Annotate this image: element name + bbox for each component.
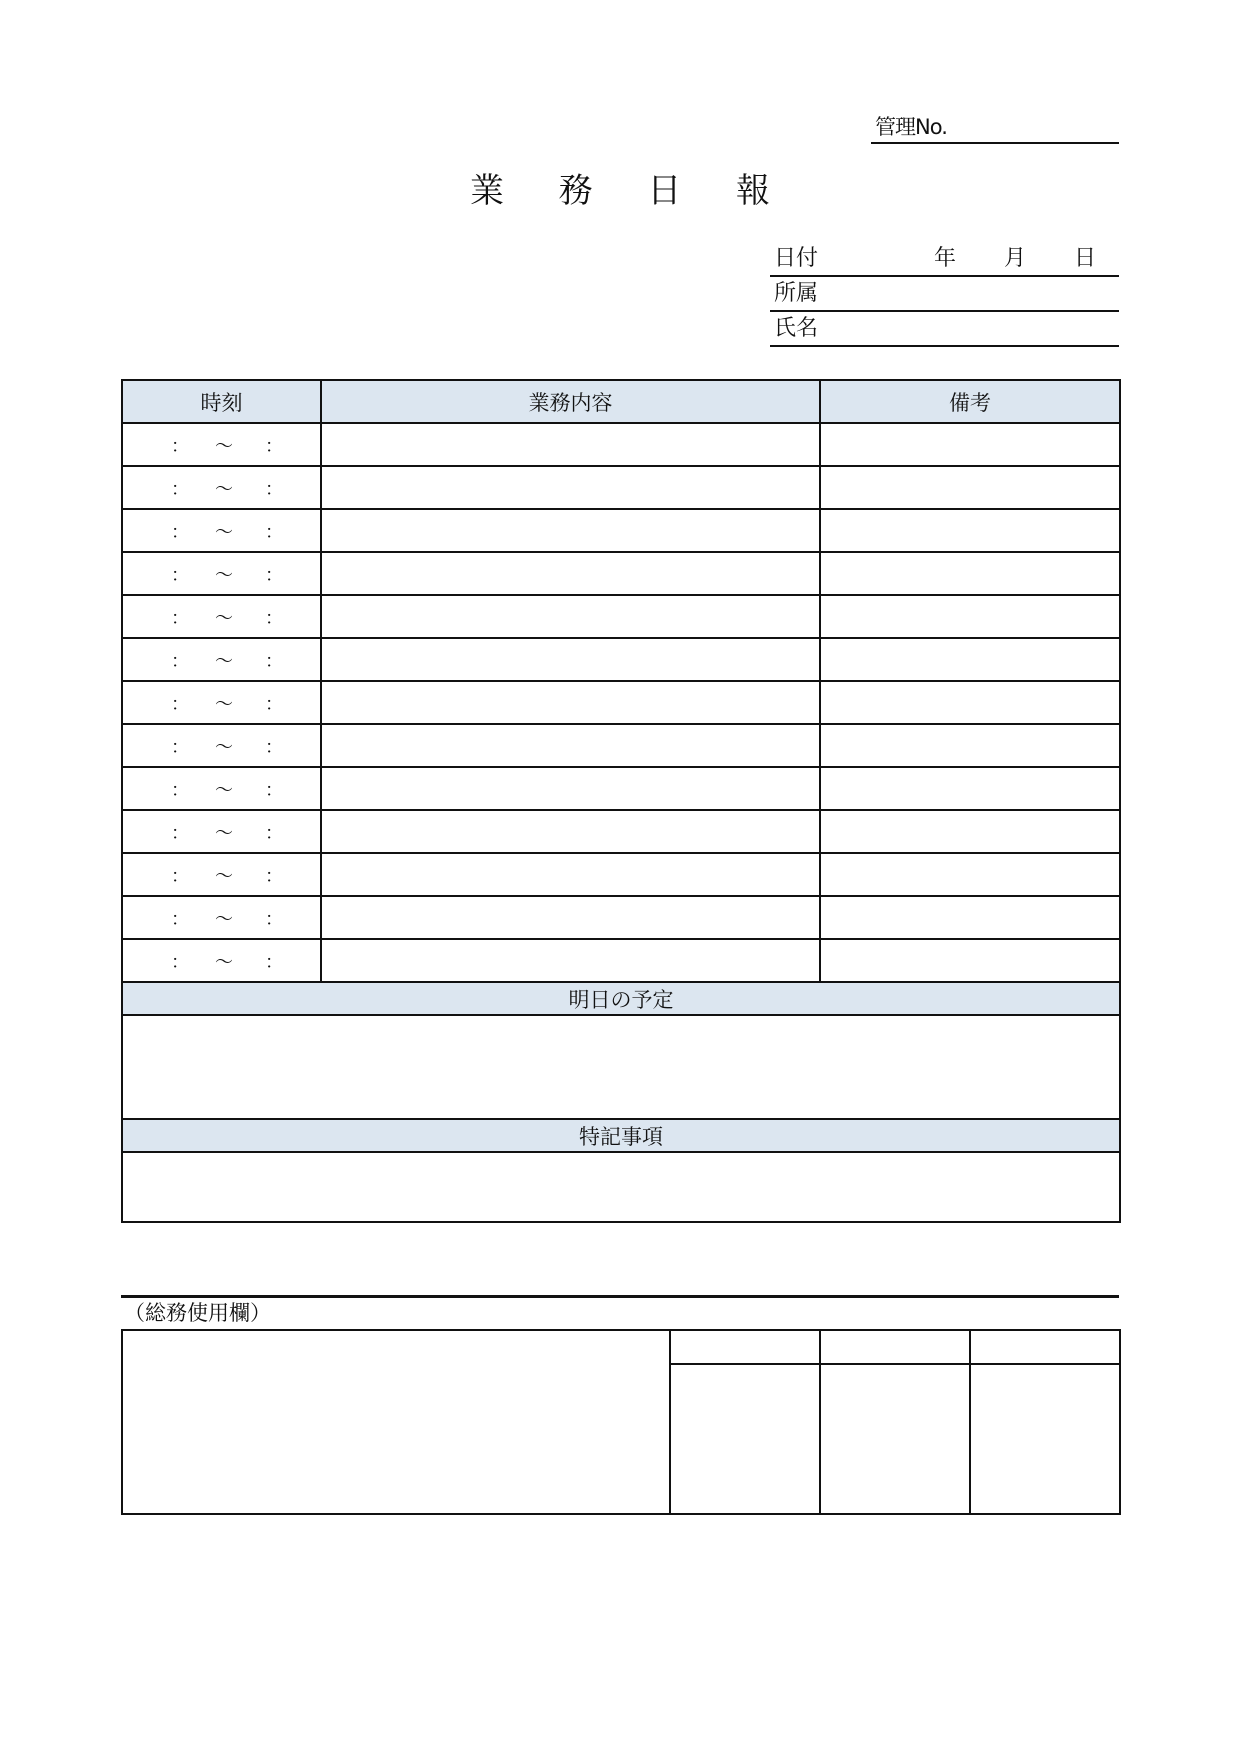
time-end-colon: ：: [265, 822, 283, 844]
admin-header-row: [122, 1330, 1120, 1364]
time-end-colon: ：: [265, 435, 283, 457]
time-start-colon: ：: [171, 822, 189, 844]
time-cell[interactable]: [122, 423, 321, 466]
table-row: [122, 509, 1120, 552]
time-range-tilde: ～: [215, 693, 233, 715]
remarks-cell[interactable]: [820, 423, 1120, 466]
time-cell[interactable]: [122, 810, 321, 853]
admin-stamp-box[interactable]: [670, 1364, 820, 1514]
time-range-tilde: ～: [215, 435, 233, 457]
time-end-colon: ：: [265, 693, 283, 715]
tomorrow-plan-header: 明日の予定: [122, 982, 1120, 1015]
time-range-tilde: ～: [215, 736, 233, 758]
time-start-colon: ：: [171, 478, 189, 500]
content-header: 業務内容: [321, 380, 820, 423]
time-end-colon: ：: [265, 951, 283, 973]
title-char: 報: [735, 170, 770, 211]
time-start-colon: ：: [171, 435, 189, 457]
time-end-colon: ：: [265, 865, 283, 887]
time-range-tilde: ～: [215, 650, 233, 672]
table-row: [122, 724, 1120, 767]
table-row: [122, 595, 1120, 638]
time-cell[interactable]: [122, 724, 321, 767]
time-end-colon: ：: [265, 779, 283, 801]
time-end-colon: ：: [265, 736, 283, 758]
name-label: 氏名: [774, 316, 819, 341]
time-range-tilde: ～: [215, 478, 233, 500]
table-row: [122, 853, 1120, 896]
remarks-cell[interactable]: [820, 853, 1120, 896]
daily-report-table: [121, 379, 1121, 1223]
table-row: [122, 638, 1120, 681]
content-cell[interactable]: [321, 638, 820, 681]
special-notes-header-row: [122, 1119, 1120, 1152]
time-start-colon: ：: [171, 865, 189, 887]
time-end-colon: ：: [265, 650, 283, 672]
remarks-cell[interactable]: [820, 767, 1120, 810]
table-row: [122, 939, 1120, 982]
time-end-colon: ：: [265, 607, 283, 629]
remarks-cell[interactable]: [820, 595, 1120, 638]
time-end-colon: ：: [265, 908, 283, 930]
content-cell[interactable]: [321, 767, 820, 810]
remarks-cell[interactable]: [820, 896, 1120, 939]
time-end-colon: ：: [265, 564, 283, 586]
management-number-field[interactable]: [871, 112, 1119, 144]
time-start-colon: ：: [171, 779, 189, 801]
time-cell[interactable]: [122, 939, 321, 982]
table-row: [122, 681, 1120, 724]
remarks-cell[interactable]: [820, 681, 1120, 724]
tomorrow-plan-header-row: [122, 982, 1120, 1015]
time-range-tilde: ～: [215, 607, 233, 629]
admin-stamp-box[interactable]: [970, 1364, 1120, 1514]
time-range-tilde: ～: [215, 951, 233, 973]
name-field[interactable]: [770, 312, 1119, 347]
date-label: 日付: [774, 246, 819, 271]
time-start-colon: ：: [171, 607, 189, 629]
title-char: 業: [470, 170, 504, 211]
special-notes-field[interactable]: [122, 1152, 1120, 1222]
content-cell[interactable]: [321, 681, 820, 724]
content-cell[interactable]: [321, 853, 820, 896]
content-cell[interactable]: [321, 509, 820, 552]
remarks-header: 備考: [820, 380, 1120, 423]
time-start-colon: ：: [171, 564, 189, 586]
content-cell[interactable]: [321, 939, 820, 982]
management-number-label: 管理No.: [875, 115, 947, 139]
time-start-colon: ：: [171, 951, 189, 973]
table-row: [122, 552, 1120, 595]
time-cell[interactable]: [122, 767, 321, 810]
table-row: [122, 423, 1120, 466]
admin-section-label: （総務使用欄）: [124, 1301, 271, 1325]
remarks-cell[interactable]: [820, 552, 1120, 595]
table-row: [122, 767, 1120, 810]
content-cell[interactable]: [321, 810, 820, 853]
admin-stamp-header[interactable]: [970, 1330, 1120, 1364]
department-field[interactable]: [770, 277, 1119, 312]
time-start-colon: ：: [171, 693, 189, 715]
content-cell[interactable]: [321, 423, 820, 466]
tomorrow-plan-row: [122, 1015, 1120, 1119]
day-label: 日: [1074, 246, 1097, 271]
time-start-colon: ：: [171, 521, 189, 543]
time-start-colon: ：: [171, 736, 189, 758]
content-cell[interactable]: [321, 466, 820, 509]
table-row: [122, 896, 1120, 939]
time-range-tilde: ～: [215, 521, 233, 543]
time-end-colon: ：: [265, 521, 283, 543]
date-field[interactable]: [770, 242, 1119, 277]
content-cell[interactable]: [321, 595, 820, 638]
time-cell[interactable]: [122, 552, 321, 595]
content-cell[interactable]: [321, 552, 820, 595]
table-row: [122, 466, 1120, 509]
time-cell[interactable]: [122, 466, 321, 509]
remarks-cell[interactable]: [820, 466, 1120, 509]
tomorrow-plan-field[interactable]: [122, 1015, 1120, 1119]
admin-stamp-box[interactable]: [820, 1364, 970, 1514]
admin-stamp-header[interactable]: [670, 1330, 820, 1364]
page-title: [470, 162, 770, 212]
table-row: [122, 810, 1120, 853]
content-cell[interactable]: [321, 896, 820, 939]
year-label: 年: [934, 246, 957, 271]
remarks-cell[interactable]: [820, 724, 1120, 767]
time-end-colon: ：: [265, 478, 283, 500]
time-cell[interactable]: [122, 595, 321, 638]
remarks-cell[interactable]: [820, 939, 1120, 982]
admin-table: [121, 1329, 1121, 1515]
department-label: 所属: [774, 281, 819, 306]
time-cell[interactable]: [122, 681, 321, 724]
time-start-colon: ：: [171, 650, 189, 672]
special-notes-header: 特記事項: [122, 1119, 1120, 1152]
time-start-colon: ：: [171, 908, 189, 930]
time-cell[interactable]: [122, 638, 321, 681]
time-range-tilde: ～: [215, 865, 233, 887]
time-range-tilde: ～: [215, 822, 233, 844]
title-char: 務: [558, 170, 593, 211]
time-cell[interactable]: [122, 853, 321, 896]
title-char: 日: [647, 170, 682, 211]
time-cell[interactable]: [122, 896, 321, 939]
time-range-tilde: ～: [215, 779, 233, 801]
remarks-cell[interactable]: [820, 810, 1120, 853]
special-notes-row: [122, 1152, 1120, 1222]
time-header: 時刻: [122, 380, 321, 423]
time-cell[interactable]: [122, 509, 321, 552]
remarks-cell[interactable]: [820, 509, 1120, 552]
admin-notes-field[interactable]: [122, 1330, 670, 1514]
content-cell[interactable]: [321, 724, 820, 767]
time-range-tilde: ～: [215, 564, 233, 586]
remarks-cell[interactable]: [820, 638, 1120, 681]
time-range-tilde: ～: [215, 908, 233, 930]
month-label: 月: [1004, 246, 1027, 271]
table-header-row: [122, 380, 1120, 423]
admin-stamp-header[interactable]: [820, 1330, 970, 1364]
